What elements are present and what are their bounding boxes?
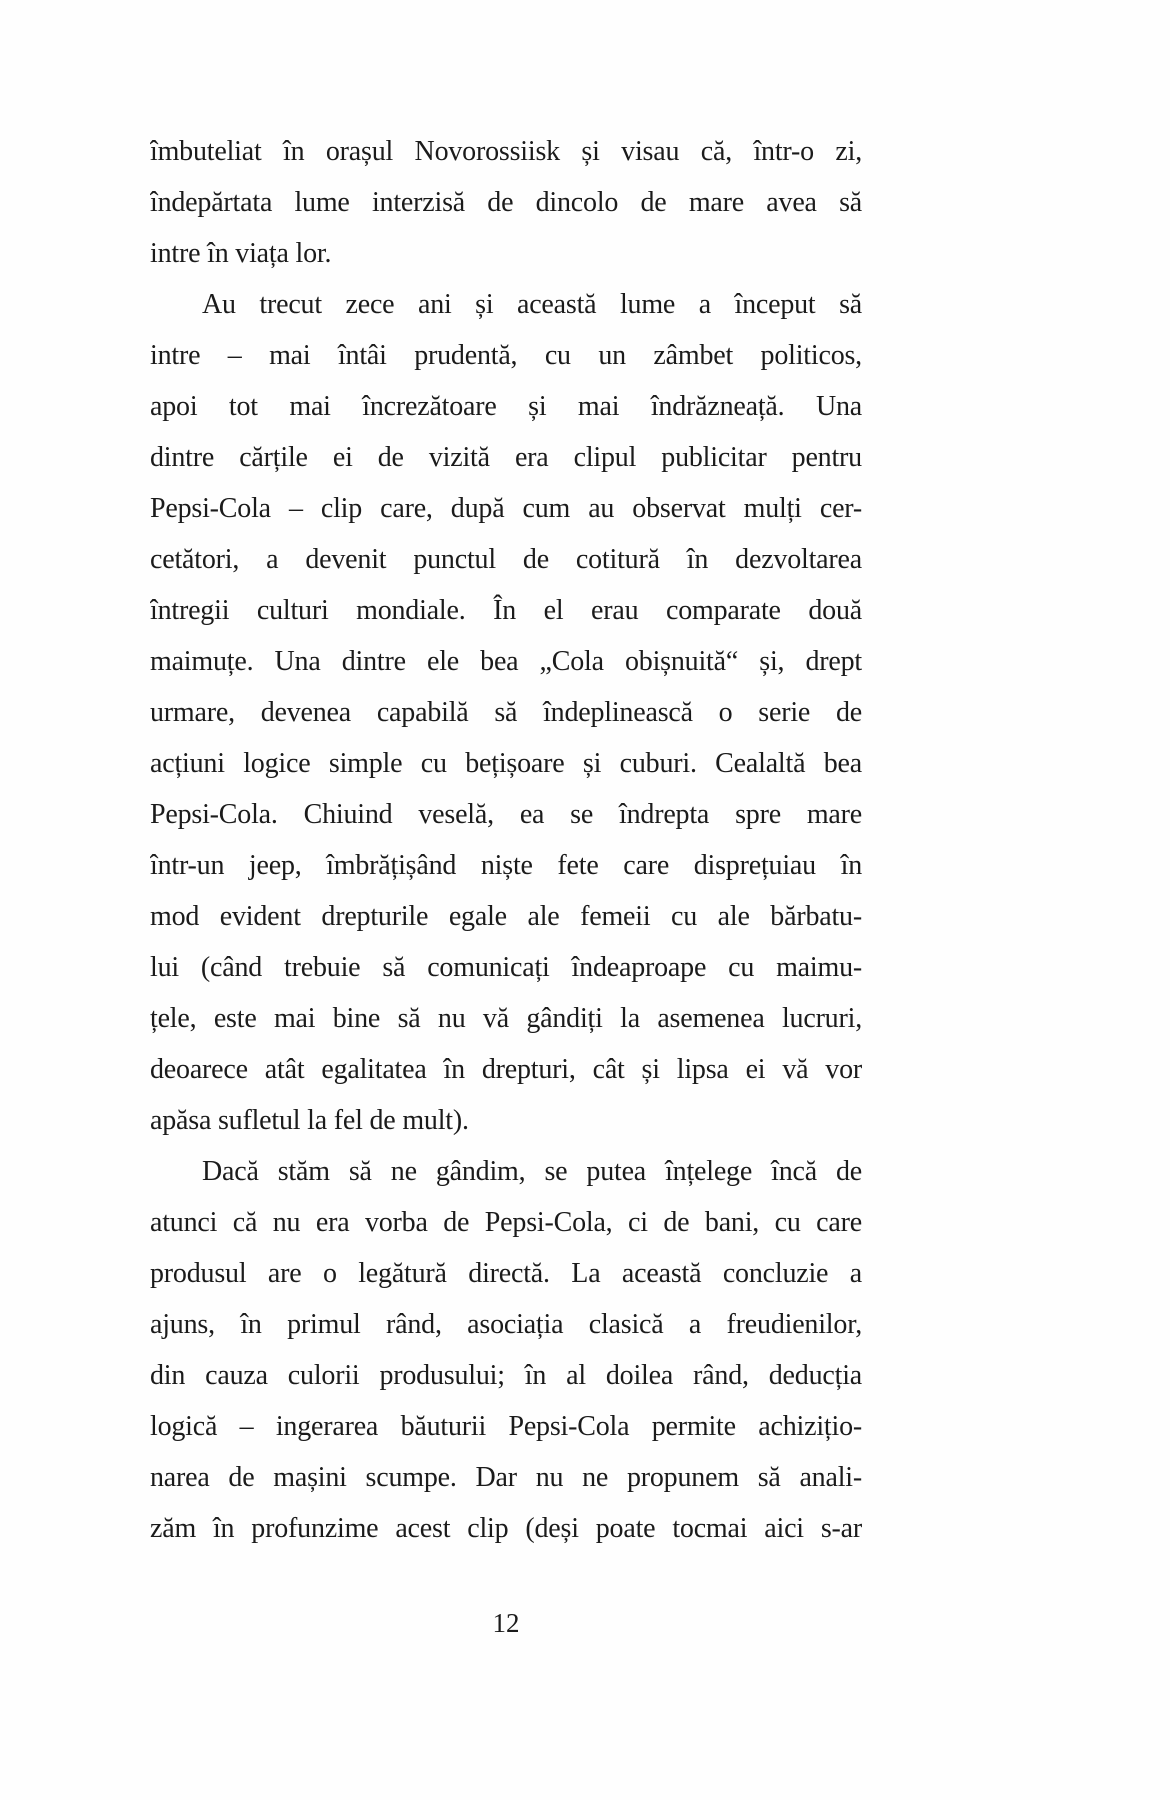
text-line: într-un jeep, îmbrățișând niște fete care disprețuiau în	[150, 850, 862, 881]
text-line: apăsa sufletul la fel de mult).	[150, 1105, 469, 1136]
text-line: țele, este mai bine să nu vă gândiți la asemenea lucruri,	[150, 1003, 862, 1034]
text-line: îndepărtata lume interzisă de dincolo de mare avea să	[150, 187, 862, 218]
text-line: urmare, devenea capabilă să îndeplinească o serie de	[150, 697, 862, 728]
text-line: logică – ingerarea băuturii Pepsi-Cola permite achizițio-	[150, 1411, 862, 1442]
text-line: îmbuteliat în orașul Novorossiisk și visau că, într-o zi,	[150, 136, 862, 167]
text-line: Pepsi-Cola – clip care, după cum au observat mulți cer-	[150, 493, 862, 524]
text-line: ajuns, în primul rând, asociația clasică a freudienilor,	[150, 1309, 862, 1340]
text-line: zăm în profunzime acest clip (deși poate tocmai aici s-ar	[150, 1513, 862, 1544]
text-line: deoarece atât egalitatea în drepturi, cât și lipsa ei vă vor	[150, 1054, 862, 1085]
text-line: intre – mai întâi prudentă, cu un zâmbet politicos,	[150, 340, 862, 371]
paragraph	[150, 1146, 862, 1554]
text-line: maimuțe. Una dintre ele bea „Cola obișnuită“ și, drept	[150, 646, 862, 677]
text-block	[150, 126, 862, 1554]
text-line: întregii culturi mondiale. În el erau comparate două	[150, 595, 862, 626]
text-line: Pepsi-Cola. Chiuind veselă, ea se îndrepta spre mare	[150, 799, 862, 830]
text-line: din cauza culorii produsului; în al doilea rând, deducția	[150, 1360, 862, 1391]
page-number: 12	[492, 1608, 520, 1638]
text-line: lui (când trebuie să comunicați îndeaproape cu maimu-	[150, 952, 862, 983]
text-line: Au trecut zece ani și această lume a început să	[202, 289, 862, 320]
text-line: Dacă stăm să ne gândim, se putea înțelege încă de	[202, 1156, 862, 1187]
text-line: intre în viața lor.	[150, 238, 332, 269]
text-line: cetători, a devenit punctul de cotitură în dezvoltarea	[150, 544, 862, 575]
text-line: acțiuni logice simple cu bețișoare și cuburi. Cealaltă bea	[150, 748, 862, 779]
text-line: produsul are o legătură directă. La această concluzie a	[150, 1258, 862, 1289]
paragraph	[150, 279, 862, 1146]
text-line: apoi tot mai încrezătoare și mai îndrăzneață. Una	[150, 391, 862, 422]
text-line: atunci că nu era vorba de Pepsi-Cola, ci de bani, cu care	[150, 1207, 862, 1238]
text-line: narea de mașini scumpe. Dar nu ne propunem să anali-	[150, 1462, 862, 1493]
paragraph	[150, 126, 862, 279]
text-line: dintre cărțile ei de vizită era clipul publicitar pentru	[150, 442, 862, 473]
text-line: mod evident drepturile egale ale femeii cu ale bărbatu-	[150, 901, 862, 932]
